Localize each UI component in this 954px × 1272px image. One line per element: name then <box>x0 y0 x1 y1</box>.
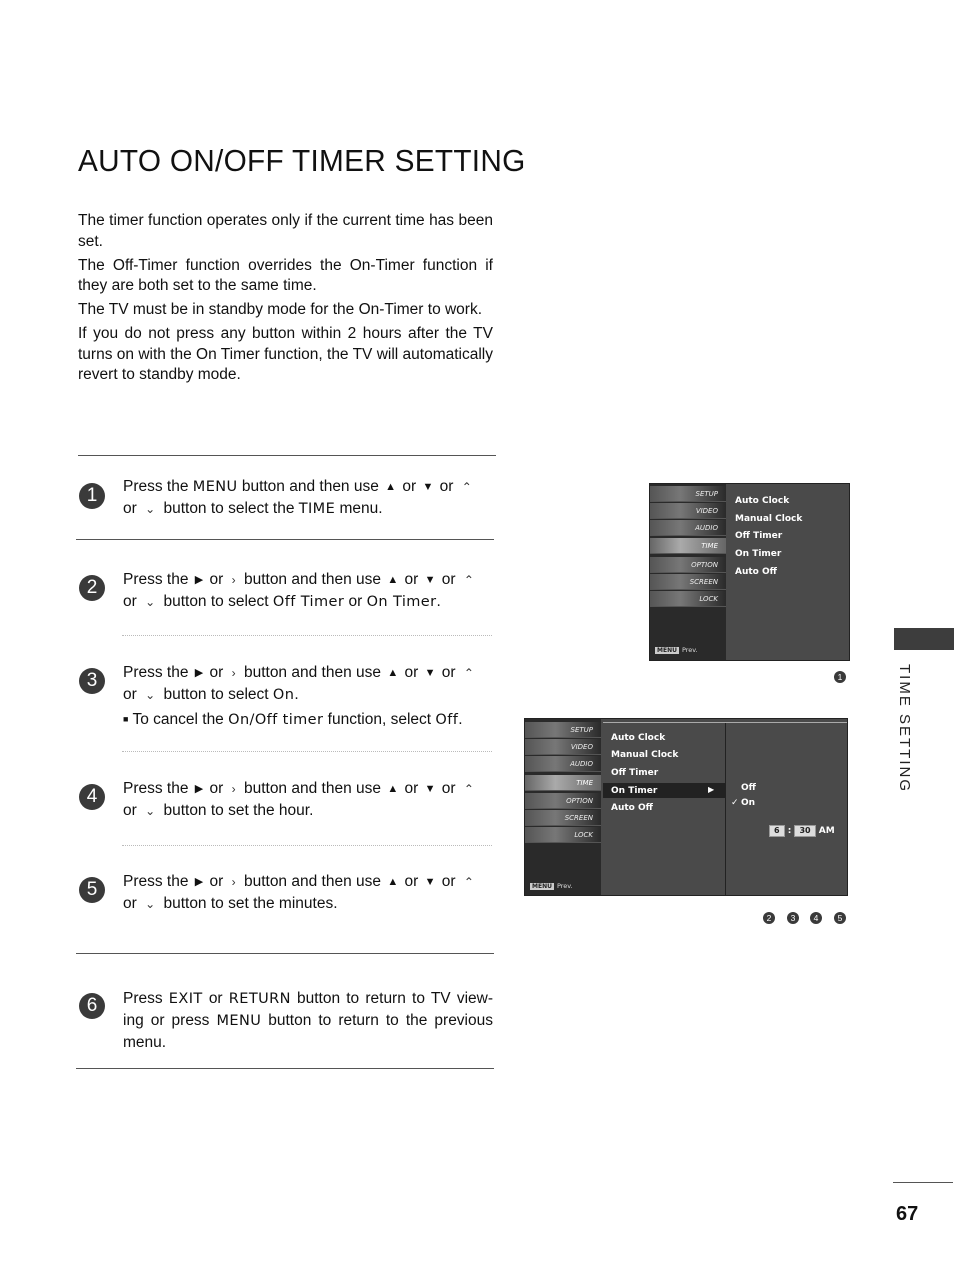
right-triangle-icon: ▶ <box>194 574 204 586</box>
menu-item-time: TIME <box>650 538 726 554</box>
note: ■ To cancel the On/Off timer function, select Off. <box>123 711 463 728</box>
step-number: 1 <box>79 483 105 509</box>
up-triangle-icon: ▲ <box>387 876 399 888</box>
step-2-text: Press the ▶ or › button and then use ▲ or ▼ or ⌃ or ⌄ button to select Off Timer or On Timer. <box>123 569 493 613</box>
page-title: AUTO ON/OFF TIMER SETTING <box>78 143 526 178</box>
option-auto-off: Auto Off <box>735 567 777 577</box>
menu-item-option: OPTION <box>650 557 726 573</box>
arrow-right-icon: ▶ <box>708 785 715 794</box>
menu-item-setup: SETUP <box>525 722 601 738</box>
minute-field: 30 <box>794 825 815 837</box>
panel-divider <box>725 723 726 895</box>
option-auto-clock: Auto Clock <box>735 496 790 506</box>
menu-item-option: OPTION <box>525 793 601 809</box>
option-auto-clock: Auto Clock <box>611 733 666 743</box>
intro-paragraph: The TV must be in standby mode for the On-Timer to work. <box>78 301 483 318</box>
step-reference: 3 <box>787 912 799 924</box>
step-5-text: Press the ▶ or › button and then use ▲ or ▼ or ⌃ or ⌄ button to set the minutes. <box>123 871 493 915</box>
chevron-up-icon: ⌃ <box>461 480 472 494</box>
hour-field: 6 <box>769 825 785 837</box>
option-auto-off: Auto Off <box>611 803 653 813</box>
divider <box>76 1068 494 1069</box>
step-number: 5 <box>79 877 105 903</box>
chevron-right-icon: › <box>231 666 236 680</box>
chevron-up-icon: ⌃ <box>463 573 474 587</box>
up-triangle-icon: ▲ <box>387 667 399 679</box>
menu-item-video: VIDEO <box>525 739 601 755</box>
right-triangle-icon: ▶ <box>194 876 204 888</box>
step-3-text: Press the ▶ or › button and then use ▲ or ▼ or ⌃ or ⌄ button to select On. ■ To cancel the On/Off timer function, select Off. <box>123 662 493 731</box>
option-off-timer: Off Timer <box>735 531 783 541</box>
section-label: TIME SETTING <box>896 664 913 793</box>
right-triangle-icon: ▶ <box>194 667 204 679</box>
menu-item-video: VIDEO <box>650 503 726 519</box>
chevron-down-icon: ⌄ <box>145 897 156 911</box>
divider <box>78 455 496 456</box>
chevron-right-icon: › <box>231 875 236 889</box>
menu-item-time: TIME <box>525 775 601 791</box>
down-triangle-icon: ▼ <box>422 481 434 493</box>
divider <box>76 539 494 540</box>
menu-item-lock: LOCK <box>525 827 601 843</box>
step-number: 4 <box>79 784 105 810</box>
menu-sidebar <box>650 484 726 660</box>
menu-screenshot-2 <box>524 718 848 896</box>
option-off-timer: Off Timer <box>611 768 659 778</box>
step-number: 3 <box>79 668 105 694</box>
up-triangle-icon: ▲ <box>385 481 397 493</box>
option-off: Off <box>741 783 756 793</box>
menu-sidebar <box>525 719 601 895</box>
chevron-right-icon: › <box>231 573 236 587</box>
chevron-down-icon: ⌄ <box>145 804 156 818</box>
right-triangle-icon: ▶ <box>194 783 204 795</box>
up-triangle-icon: ▲ <box>387 574 399 586</box>
menu-item-setup: SETUP <box>650 486 726 502</box>
ampm-label: AM <box>818 826 835 836</box>
chevron-down-icon: ⌄ <box>145 688 156 702</box>
intro-paragraph: The Off-Timer function overrides the On-Timer function if they are both set to the same time. <box>78 256 493 294</box>
option-on-timer: On Timer <box>735 549 782 559</box>
step-reference: 5 <box>834 912 846 924</box>
chevron-down-icon: ⌄ <box>145 502 156 516</box>
up-triangle-icon: ▲ <box>387 783 399 795</box>
check-icon: ✓ <box>731 798 739 808</box>
intro-text <box>78 211 493 389</box>
option-on-timer: On Timer <box>611 786 658 796</box>
step-reference: 2 <box>763 912 775 924</box>
page-number: 67 <box>896 1203 919 1225</box>
chevron-down-icon: ⌄ <box>145 595 156 609</box>
option-manual-clock: Manual Clock <box>735 514 803 524</box>
step-number: 6 <box>79 993 105 1019</box>
square-bullet-icon: ■ <box>123 714 129 724</box>
divider <box>76 953 494 954</box>
intro-paragraph: The timer function operates only if the current time has been set. <box>78 212 493 250</box>
option-manual-clock: Manual Clock <box>611 750 679 760</box>
menu-item-screen: SCREEN <box>525 810 601 826</box>
chevron-up-icon: ⌃ <box>463 875 474 889</box>
chevron-up-icon: ⌃ <box>463 782 474 796</box>
section-tab <box>894 628 954 650</box>
intro-paragraph: If you do not press any button within 2 hours after the TV turns on with the On Timer function, the TV will automatically revert to standby mode. <box>78 325 493 383</box>
chevron-up-icon: ⌃ <box>463 666 474 680</box>
menu-item-lock: LOCK <box>650 591 726 607</box>
down-triangle-icon: ▼ <box>424 783 436 795</box>
down-triangle-icon: ▼ <box>424 574 436 586</box>
menu-screenshot-1 <box>649 483 850 661</box>
step-1-text: Press the MENU button and then use ▲ or ▼ or ⌃ or ⌄ button to select the TIME menu. <box>123 476 493 520</box>
time-setting: 6 : 30 AM <box>769 825 835 837</box>
prev-hint: MENU Prev. <box>657 646 698 654</box>
dotted-divider <box>122 635 492 636</box>
prev-hint: MENU Prev. <box>532 882 573 890</box>
step-4-text: Press the ▶ or › button and then use ▲ or ▼ or ⌃ or ⌄ button to set the hour. <box>123 778 493 822</box>
panel-top-line <box>603 722 847 723</box>
step-6-text: Press EXIT or RETURN button to return to TV view-ing or press MENU button to return to the previous menu. <box>123 990 493 1051</box>
menu-item-screen: SCREEN <box>650 574 726 590</box>
down-triangle-icon: ▼ <box>424 667 436 679</box>
step-reference: 1 <box>834 671 846 683</box>
down-triangle-icon: ▼ <box>424 876 436 888</box>
dotted-divider <box>122 845 492 846</box>
menu-item-audio: AUDIO <box>525 756 601 772</box>
dotted-divider <box>122 751 492 752</box>
step-number: 2 <box>79 575 105 601</box>
menu-item-audio: AUDIO <box>650 520 726 536</box>
option-on: On <box>741 798 756 808</box>
chevron-right-icon: › <box>231 782 236 796</box>
footer-rule <box>893 1182 953 1183</box>
step-reference: 4 <box>810 912 822 924</box>
